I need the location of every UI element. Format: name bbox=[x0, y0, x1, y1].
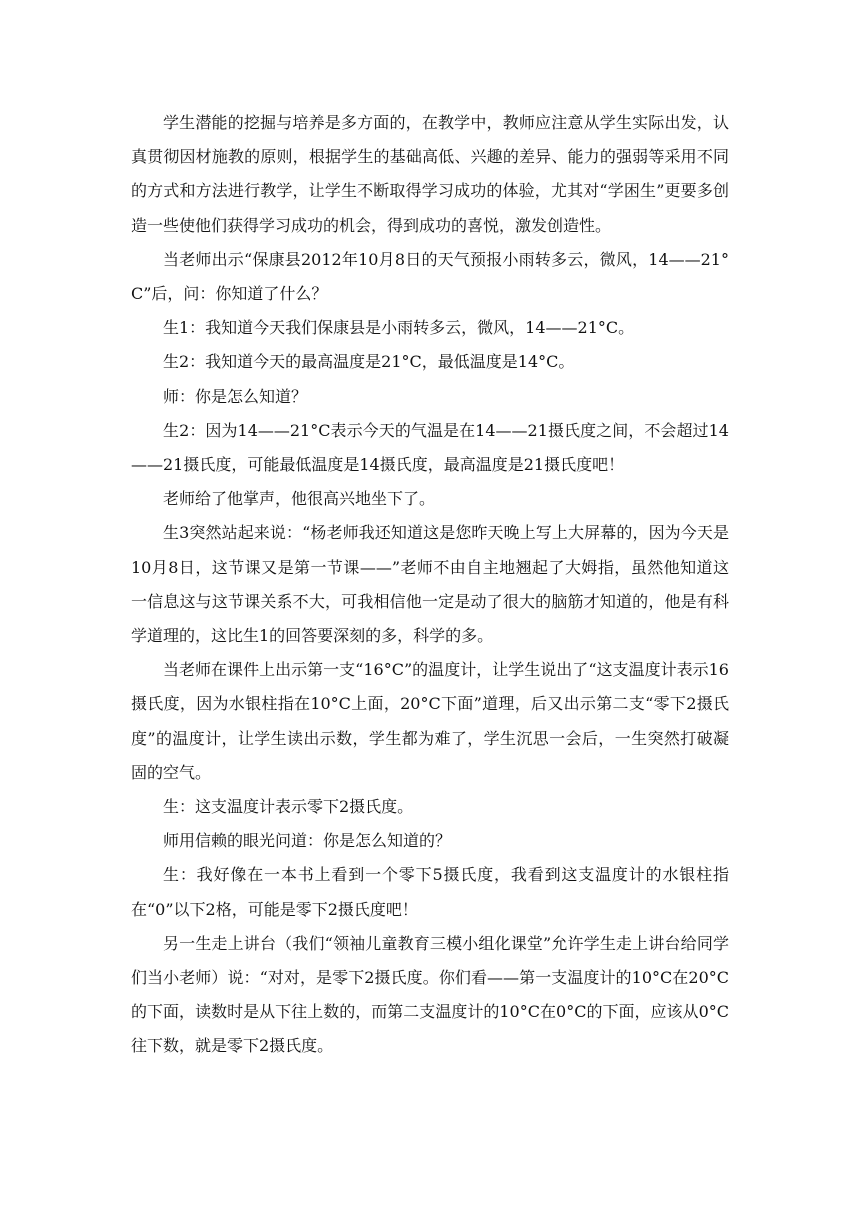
paragraph: 生：我好像在一本书上看到一个零下5摄氏度，我看到这支温度计的水银柱指在“0”以下2格，可能是零下2摄氏度吧！ bbox=[131, 865, 729, 919]
paragraph: 师：你是怎么知道？ bbox=[163, 386, 308, 406]
paragraph: 生3突然站起来说：“杨老师我还知道这是您昨天晚上写上大屏幕的，因为今天是10月8日，这节课又是第一节课——”老师不由自主地翘起了大姆指，虽然他知道这一信息这与这节课关系不大，可我相信他一定是动了很大的脑筋才知道的，他是有科学道理的，这比生1的回答要深刻的多，科学的多。 bbox=[131, 523, 729, 646]
paragraph: 另一生走上讲台（我们“领袖儿童教育三模小组化课堂”允许学生走上讲台给同学们当小老师）说：“对对，是零下2摄氏度。你们看——第一支温度计的10°C在20°C的下面，读数时是从下往上数的，而第二支温度计的10°C在0°C的下面，应该从0°C往下数，就是零下2摄氏度。 bbox=[131, 933, 729, 1056]
document-page bbox=[131, 106, 729, 1064]
paragraph: 生1：我知道今天我们保康县是小雨转多云，微风，14——21°C。 bbox=[163, 318, 635, 338]
paragraph: 当老师在课件上出示第一支“16°C”的温度计，让学生说出了“这支温度计表示16摄氏度，因为水银柱指在10°C上面，20°C下面”道理，后又出示第二支“零下2摄氏度”的温度计，让学生读出示数，学生都为难了，学生沉思一会后，一生突然打破凝固的空气。 bbox=[131, 660, 729, 782]
paragraph: 老师给了他掌声，他很高兴地坐下了。 bbox=[163, 489, 436, 509]
paragraph: 生2：因为14——21°C表示今天的气温是在14——21摄氏度之间，不会超过14——21摄氏度，可能最低温度是14摄氏度，最高温度是21摄氏度吧！ bbox=[131, 420, 729, 475]
paragraph: 生2：我知道今天的最高温度是21°C，最低温度是14°C。 bbox=[163, 352, 575, 372]
paragraph: 学生潜能的挖掘与培养是多方面的，在教学中，教师应注意从学生实际出发，认真贯彻因材施教的原则，根据学生的基础高低、兴趣的差异、能力的强弱等采用不同的方式和方法进行教学，让学生不断取得学习成功的体验，尤其对“学困生”更要多创造一些使他们获得学习成功的机会，得到成功的喜悦，激发创造性。 bbox=[131, 113, 729, 235]
paragraph: 当老师出示“保康县2012年10月8日的天气预报小雨转多云，微风，14——21°C”后，问：你知道了什么？ bbox=[131, 249, 729, 304]
paragraph: 师用信赖的眼光问道：你是怎么知道的？ bbox=[163, 831, 452, 851]
paragraph: 生：这支温度计表示零下2摄氏度。 bbox=[163, 797, 414, 817]
